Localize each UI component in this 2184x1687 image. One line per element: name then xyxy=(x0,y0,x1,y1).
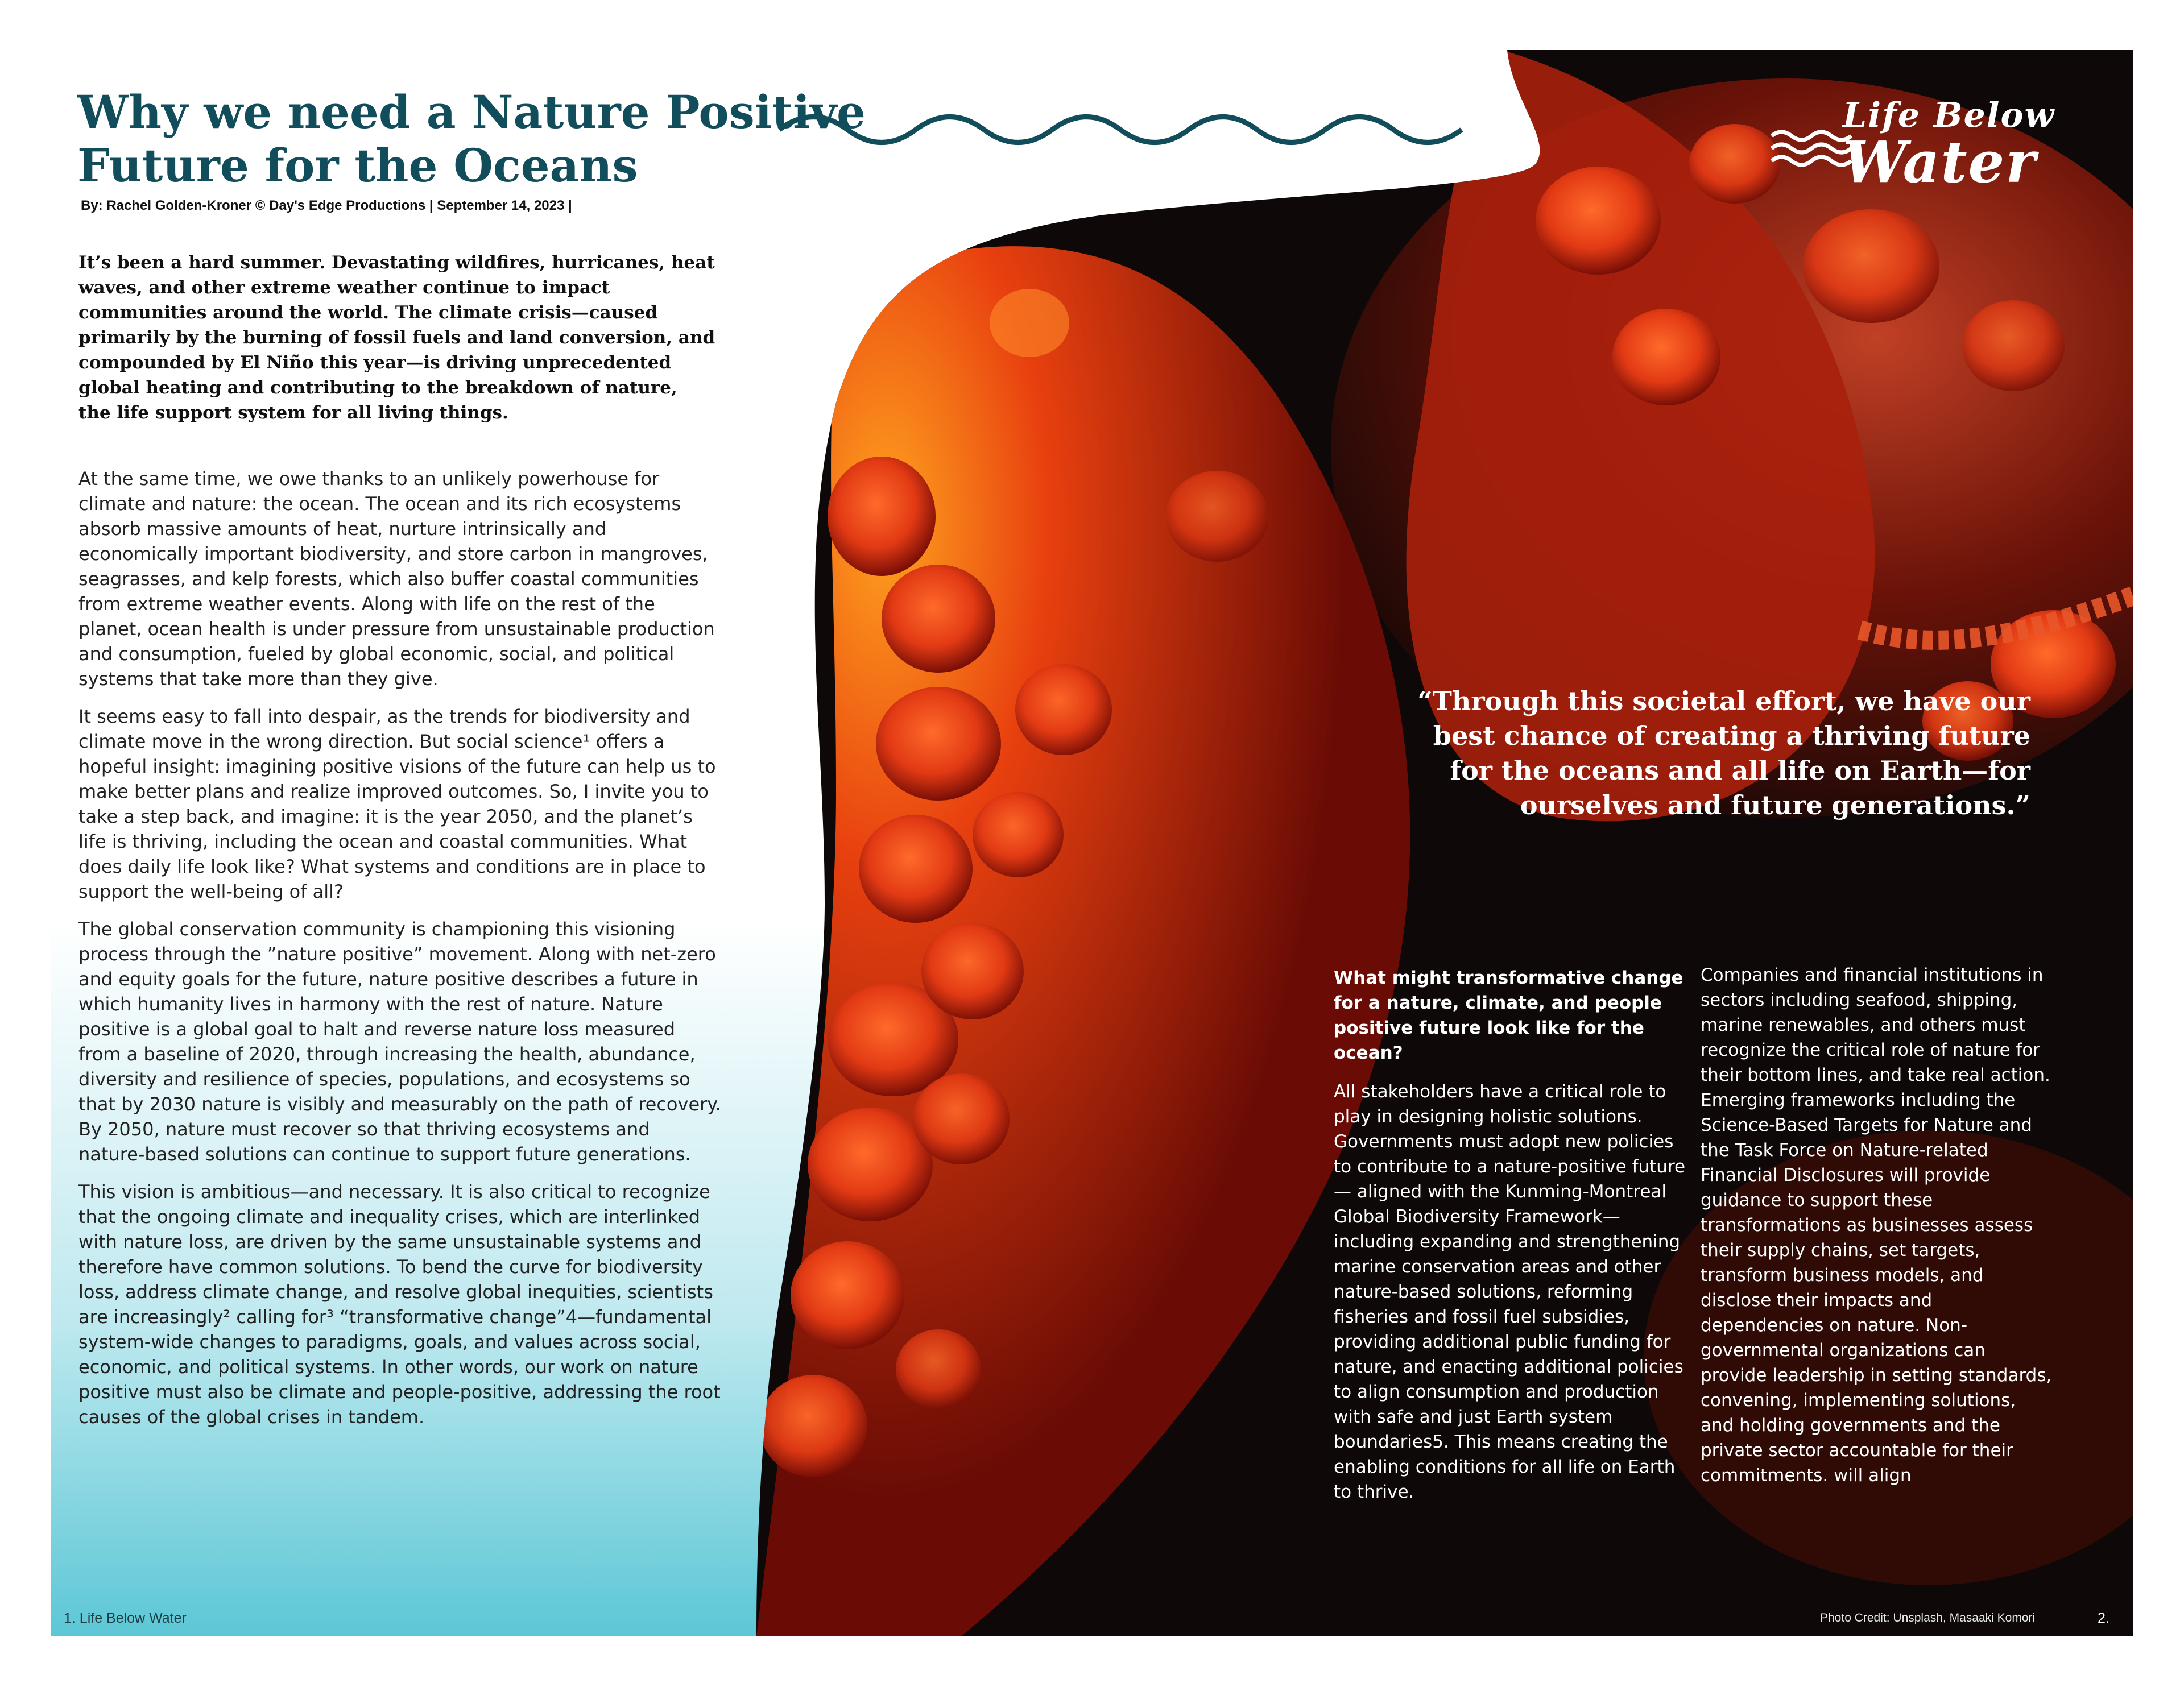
column-a xyxy=(1334,965,1686,1504)
logo-line-2: Water xyxy=(1843,129,2037,196)
column-a-heading: What might transformative change for a nature, climate, and people positive future look like for the ocean? xyxy=(1334,968,1684,1063)
column-b-text: Companies and financial institutions in sectors including seafood, shipping, marine renewables, and others must recognize the critical role of nature for their bottom lines, and take real action. Emerging frameworks including the Science-Based Targets for Nature and the Task Force on Nature-related Financial Disclosures will provide guidance to support these transformations as businesses assess their supply chains, set targets, transform business models, and disclose their impacts and dependencies on nature. Non-governmental organizations can provide leadership in setting standards, convening, implementing solutions, and holding governments and the private sector accountable for their commitments. will align xyxy=(1701,965,2052,1486)
body-text xyxy=(78,466,721,1442)
column-a-text: All stakeholders have a critical role to play in designing holistic solutions. Governments must adopt new policies to contribute to a nature-positive future— aligned with the Kunming-Montreal Global Biodiversity Framework—including expanding and strengthening marine conservation areas and other nature-based solutions, reforming fisheries and fossil fuel subsidies, providing additional public funding for nature, and enacting additional policies to align consumption and production with safe and just Earth system boundaries5. This means creating the enabling conditions for all life on Earth to thrive. xyxy=(1334,1081,1686,1502)
logo-line-1: Life Below xyxy=(1843,96,2055,135)
page-number: 2. xyxy=(2098,1610,2109,1626)
magazine-spread xyxy=(51,50,2133,1636)
intro-paragraph: It’s been a hard summer. Devastating wildfires, hurricanes, heat waves, and other extreme weather continue to impact communities around the world. The climate crisis—caused primarily by the burning of fossil fuels and land conversion, and compounded by El Niño this year—is driving unprecedented global heating and contributing to the breakdown of nature, the life support system for all living things. xyxy=(78,252,715,423)
section-logo xyxy=(1735,96,2076,196)
pull-quote: “Through this societal effort, we have our best chance of creating a thriving future for the oceans and all life on Earth—for ourselves and future generations.” xyxy=(1417,686,2030,820)
byline: By: Rachel Golden-Kroner © Day's Edge Productions | September 14, 2023 | xyxy=(81,198,572,213)
body-paragraph: At the same time, we owe thanks to an unlikely powerhouse for climate and nature: the ocean. The ocean and its rich ecosystems absorb massive amounts of heat, nurture intrinsically and economically important biodiversity, and store carbon in mangroves, seagrasses, and kelp forests, which also buffer coastal communities from extreme weather events. Along with life on the rest of the planet, ocean health is under pressure from unsustainable production and consumption, fueled by global economic, social, and political systems that take more than they give. xyxy=(78,468,715,690)
footer-left: 1. Life Below Water xyxy=(64,1610,187,1626)
body-paragraph: This vision is ambitious—and necessary. It is also critical to recognize that the ongoing climate and inequality crises, which are interlinked with nature loss, are driven by the same unsustainable systems and therefore have common solutions. To bend the curve for biodiversity loss, address climate change, and resolve global inequities, scientists are increasingly² calling for³ “transformative change”4—fundamental system-wide changes to paradigms, goals, and values across social, economic, and political systems. In other words, our work on nature positive must also be climate and people-positive, addressing the root causes of the global crises in tandem. xyxy=(78,1181,721,1428)
article-title: Why we need a Nature Positive Future for the Oceans xyxy=(77,85,866,192)
body-paragraph: It seems easy to fall into despair, as the trends for biodiversity and climate move in the wrong direction. But social science¹ offers a hopeful insight: imagining positive visions of the future can help us to make better plans and realize improved outcomes. So, I invite you to take a step back, and imagine: it is the year 2050, and the planet’s life is thriving, including the ocean and coastal communities. What does daily life look like? What systems and conditions are in place to support the well-being of all? xyxy=(78,706,716,902)
waves-icon xyxy=(1769,127,1854,167)
photo-credit: Photo Credit: Unsplash, Masaaki Komori xyxy=(1820,1611,2036,1624)
body-paragraph: The global conservation community is championing this visioning process through the ”nature positive” movement. Along with net-zero and equity goals for the future, nature positive describes a future in which humanity lives in harmony with the rest of nature. Nature positive is a global goal to halt and reverse nature loss measured from a baseline of 2020, through increasing the health, abundance, diversity and resilience of species, populations, and ecosystems so that by 2030 nature is visibly and measurably on the path of recovery. By 2050, nature must recover so that thriving ecosystems and nature-based solutions can continue to support future generations. xyxy=(78,918,721,1165)
wave-divider xyxy=(779,117,1462,143)
